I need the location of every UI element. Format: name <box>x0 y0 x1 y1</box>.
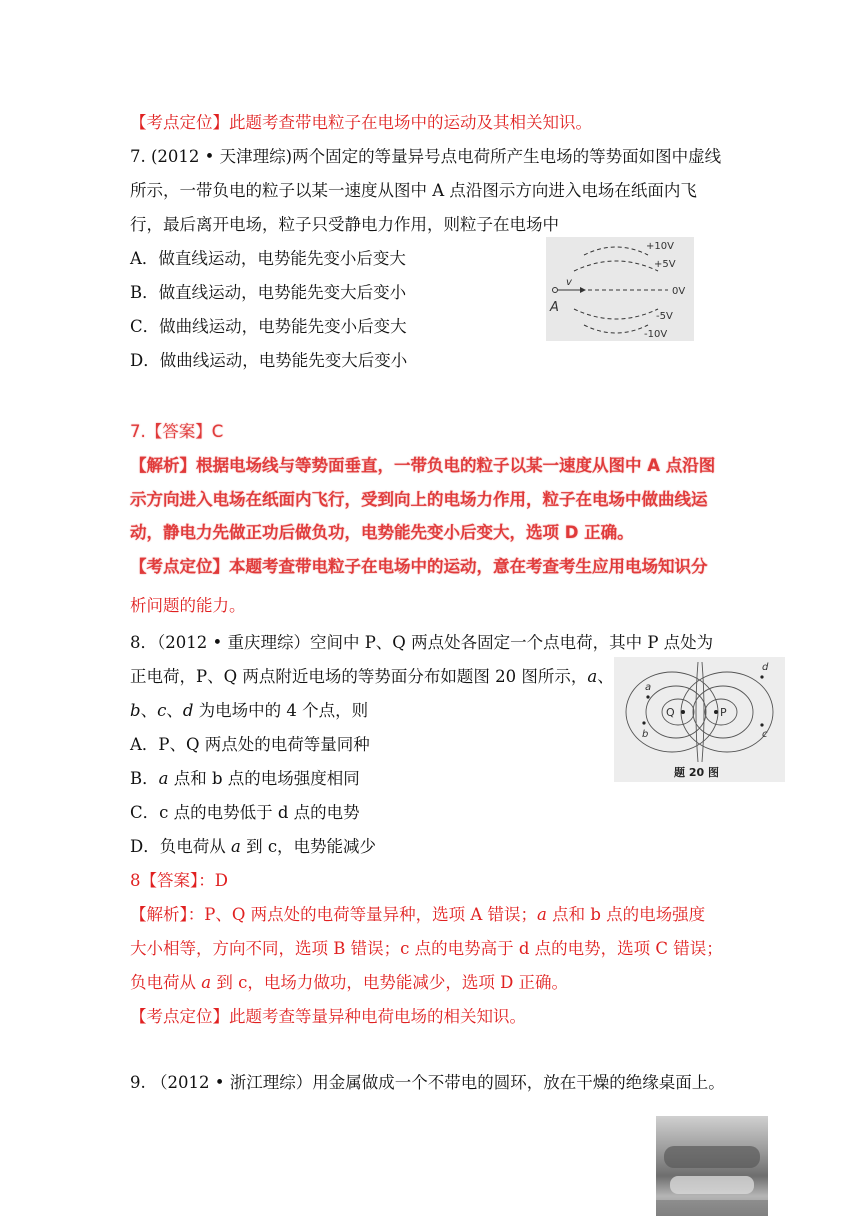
q7-stem-line-2: 所示，一带负电的粒子以某一速度从图中 A 点沿图示方向进入电场在纸面内飞 <box>130 181 697 200</box>
q7-option-c: C．做曲线运动，电势能先变小后变大 <box>130 317 407 336</box>
q8-option-a: A．P、Q 两点处的电荷等量同种 <box>130 735 370 754</box>
q8-analysis-line-3-text: 负电荷从 <box>130 973 202 992</box>
q7-option-b: B．做直线运动，电势能先变大后变小 <box>130 283 407 302</box>
q8-fig-point-a: a <box>645 682 652 693</box>
q8-fig-point-d: d <box>762 662 769 673</box>
q8-stem-sep-1: 、 <box>140 701 158 720</box>
q7-fig-point-a: A <box>550 300 559 315</box>
q8-answer: 8【答案】：D <box>130 871 228 890</box>
q7-fig-label-0: 0V <box>672 286 686 297</box>
q7-answer: 7.【答案】C <box>130 422 224 441</box>
q8-option-c: C．c 点的电势低于 d 点的电势 <box>130 803 360 822</box>
q8-fig-point-c: c <box>762 729 768 740</box>
q8-analysis-line-3-tail: 到 c，电场力做功，电势能减少，选项 D 正确。 <box>211 973 569 992</box>
q8-analysis-point-a-2: a <box>201 973 212 992</box>
q8-stem-point-a: a <box>587 667 598 686</box>
q8-option-d-point: a <box>230 837 241 856</box>
q6-kaodian: 【考点定位】此题考查带电粒子在电场中的运动及其相关知识。 <box>130 113 592 132</box>
q7-stem-line-1: 7. (2012 • 天津理综)两个固定的等量异号点电荷所产生电场的等势面如图中虚线 <box>130 147 722 166</box>
q8-option-d <box>130 836 376 858</box>
q8-fig-point-b: b <box>642 729 649 740</box>
q8-option-b-point: a <box>158 769 169 788</box>
q8-stem-point-d: d <box>182 701 194 720</box>
q8-stem-line-2 <box>130 666 614 688</box>
q8-option-b-text: 点和 b 点的电场强度相同 <box>168 769 360 788</box>
q7-equipotential-figure <box>546 237 694 341</box>
q8-fig-charge-q: Q <box>666 706 675 719</box>
q8-stem-line-3-text: 为电场中的 4 个点，则 <box>193 701 369 720</box>
q8-stem-line-3 <box>130 700 368 722</box>
q7-option-a: A．做直线运动，电势能先变小后变大 <box>130 249 406 268</box>
q9-stem-line-1: 9. （2012 • 浙江理综）用金属做成一个不带电的圆环，放在干燥的绝缘桌面上。 <box>130 1073 725 1092</box>
q7-analysis-line-2: 示方向进入电场在纸面内飞行，受到向上的电场力作用，粒子在电场中做曲线运 <box>130 490 708 509</box>
q7-analysis-line-1: 【解析】根据电场线与等势面垂直，一带负电的粒子以某一速度从图中 A 点沿图 <box>130 456 716 475</box>
q8-stem-sep-2: 、 <box>166 701 183 720</box>
q7-kaodian-line-2: 析问题的能力。 <box>130 596 246 615</box>
q7-fig-label-minus10: -10V <box>644 329 668 340</box>
q7-analysis-line-3: 动，静电力先做正功后做负功，电势能先变小后变大，选项 D 正确。 <box>130 523 634 542</box>
q8-stem-sep: 、 <box>597 667 614 686</box>
q8-analysis-line-3 <box>130 972 568 994</box>
q8-fig-charge-p: P <box>720 706 727 719</box>
q7-fig-label-plus10: +10V <box>646 241 674 252</box>
q8-kaodian: 【考点定位】此题考查等量异种电荷电场的相关知识。 <box>130 1007 526 1026</box>
q7-stem-line-3: 行，最后离开电场，粒子只受静电力作用，则粒子在电场中 <box>130 215 559 234</box>
q9-photo <box>656 1116 768 1216</box>
q8-option-d-text: 到 c，电势能减少 <box>240 837 377 856</box>
q8-stem-point-b: b <box>130 701 141 720</box>
q8-option-d-prefix: D．负电荷从 <box>130 837 231 856</box>
q8-stem-point-c: c <box>157 701 167 720</box>
q7-fig-label-minus5: -5V <box>656 311 673 322</box>
q8-option-b-prefix: B． <box>130 769 159 788</box>
q8-option-b <box>130 768 360 790</box>
q8-analysis-point-a: a <box>537 905 547 924</box>
q8-analysis-line-1 <box>130 904 705 926</box>
q8-equipotential-figure <box>614 657 785 782</box>
q8-stem-line-1: 8．（2012 • 重庆理综）空间中 P、Q 两点处各固定一个点电荷，其中 P 点处为 <box>130 633 714 652</box>
q8-analysis-line-2: 大小相等，方向不同，选项 B 错误；c 点的电势高于 d 点的电势，选项 C 错误； <box>130 939 723 958</box>
q7-fig-velocity: v <box>566 277 572 288</box>
q8-analysis-line-1-text: 【解析】：P、Q 两点处的电荷等量异种，选项 A 错误； <box>130 905 538 924</box>
q7-kaodian-line-1: 【考点定位】本题考查带电粒子在电场中的运动，意在考查考生应用电场知识分 <box>130 557 708 576</box>
q8-stem-line-2-text: 正电荷，P、Q 两点附近电场的等势面分布如题图 20 图所示， <box>130 667 588 686</box>
q8-analysis-line-1-tail: 点和 b 点的电场强度 <box>546 905 706 924</box>
q7-option-d: D．做曲线运动，电势能先变大后变小 <box>130 351 408 370</box>
q8-fig-caption: 题 20 图 <box>674 766 719 779</box>
q7-fig-label-plus5: +5V <box>654 259 676 270</box>
